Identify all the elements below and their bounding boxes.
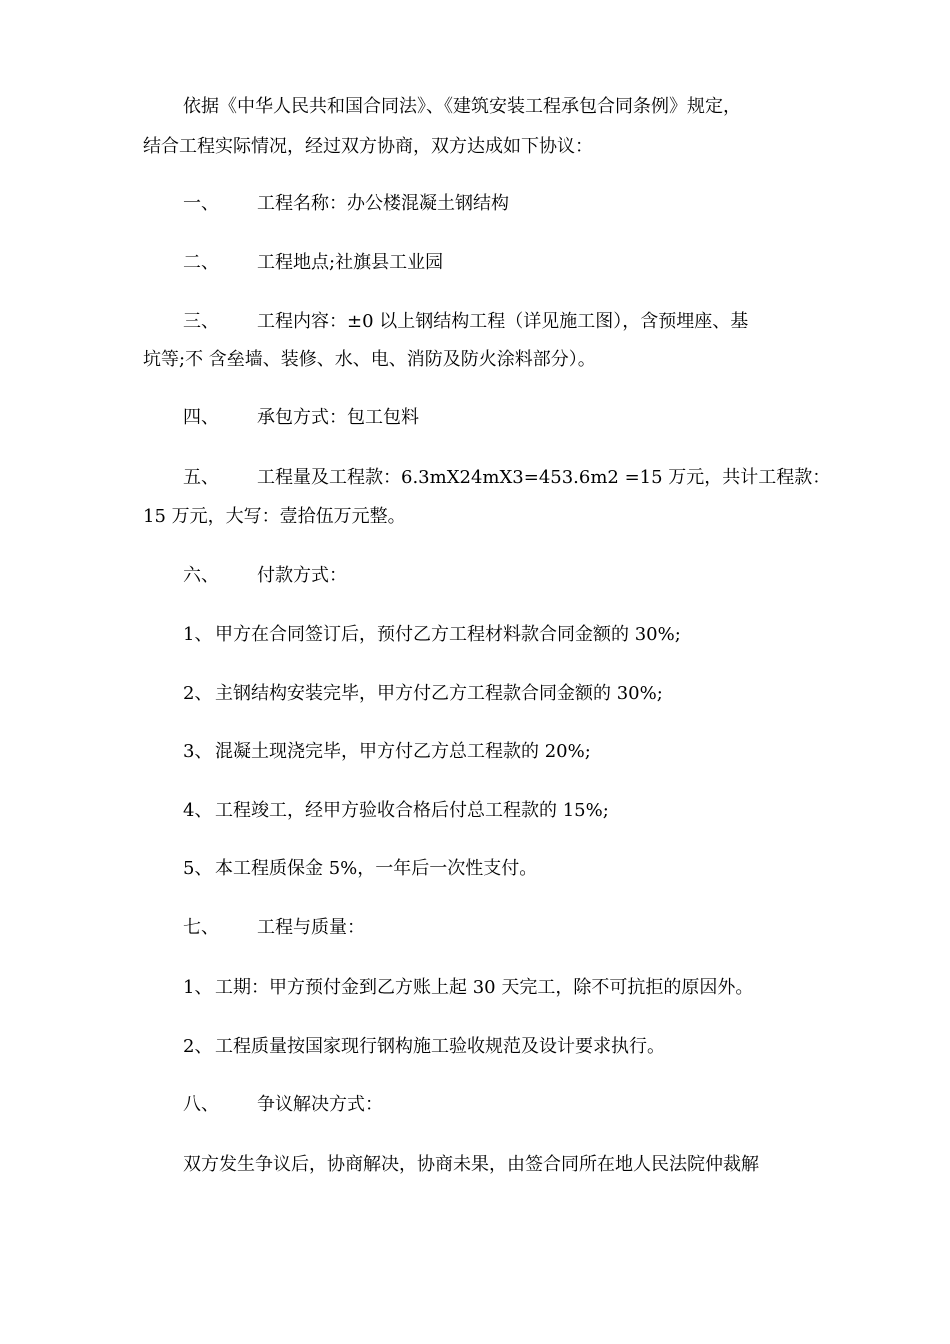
list-item-number: 3、 [183,741,213,762]
section-number: 六、 [183,565,219,586]
list-item-number: 5、 [183,858,213,879]
section-text: 工程内容：±0 以上钢结构工程（详见施工图），含预埋座、基 [257,311,749,332]
section-text: 工程地点;社旗县工业园 [257,252,444,273]
list-item-text: 甲方在合同签订后，预付乙方工程材料款合同金额的 30%; [215,624,681,645]
section-number: 一、 [183,193,219,214]
section-text: 争议解决方式： [257,1094,383,1115]
section-text: 承包方式：包工包料 [257,407,419,428]
section-number: 八、 [183,1094,219,1115]
section-number: 二、 [183,252,219,273]
section-text: 工程与质量： [257,917,365,938]
list-item-number: 2、 [183,683,213,704]
list-item-number: 1、 [183,977,213,998]
list-item-text: 混凝土现浇完毕，甲方付乙方总工程款的 20%; [215,741,591,762]
list-item-text: 工程竣工，经甲方验收合格后付总工程款的 15%; [215,800,609,821]
list-item-text: 工期：甲方预付金到乙方账上起 30 天完工，除不可抗拒的原因外。 [215,977,754,998]
list-item-number: 4、 [183,800,213,821]
section-text: 工程名称：办公楼混凝土钢结构 [257,193,509,214]
list-item-text: 主钢结构安装完毕，甲方付乙方工程款合同金额的 30%; [215,683,663,704]
dispute-line-1: 双方发生争议后，协商解决，协商未果，由签合同所在地人民法院仲裁解 [183,1154,759,1175]
intro-line-1: 依据《中华人民共和国合同法》、《建筑安装工程承包合同条例》规定， [183,96,741,117]
list-item-text: 工程质量按国家现行钢构施工验收规范及设计要求执行。 [215,1036,665,1057]
section-number: 七、 [183,917,219,938]
list-item-text: 本工程质保金 5%，一年后一次性支付。 [215,858,538,879]
section-text-continued: 坑等;不 含垒墙、装修、水、电、消防及防火涂料部分）。 [143,349,596,370]
list-item-number: 2、 [183,1036,213,1057]
list-item-number: 1、 [183,624,213,645]
section-text-continued: 15 万元，大写：壹拾伍万元整。 [143,506,406,527]
section-number: 五、 [183,467,219,488]
section-text: 工程量及工程款：6.3mX24mX3=453.6m2 =15 万元，共计工程款： [257,467,831,488]
section-number: 三、 [183,311,219,332]
intro-line-2: 结合工程实际情况，经过双方协商，双方达成如下协议： [143,136,593,157]
section-number: 四、 [183,407,219,428]
section-text: 付款方式： [257,565,347,586]
